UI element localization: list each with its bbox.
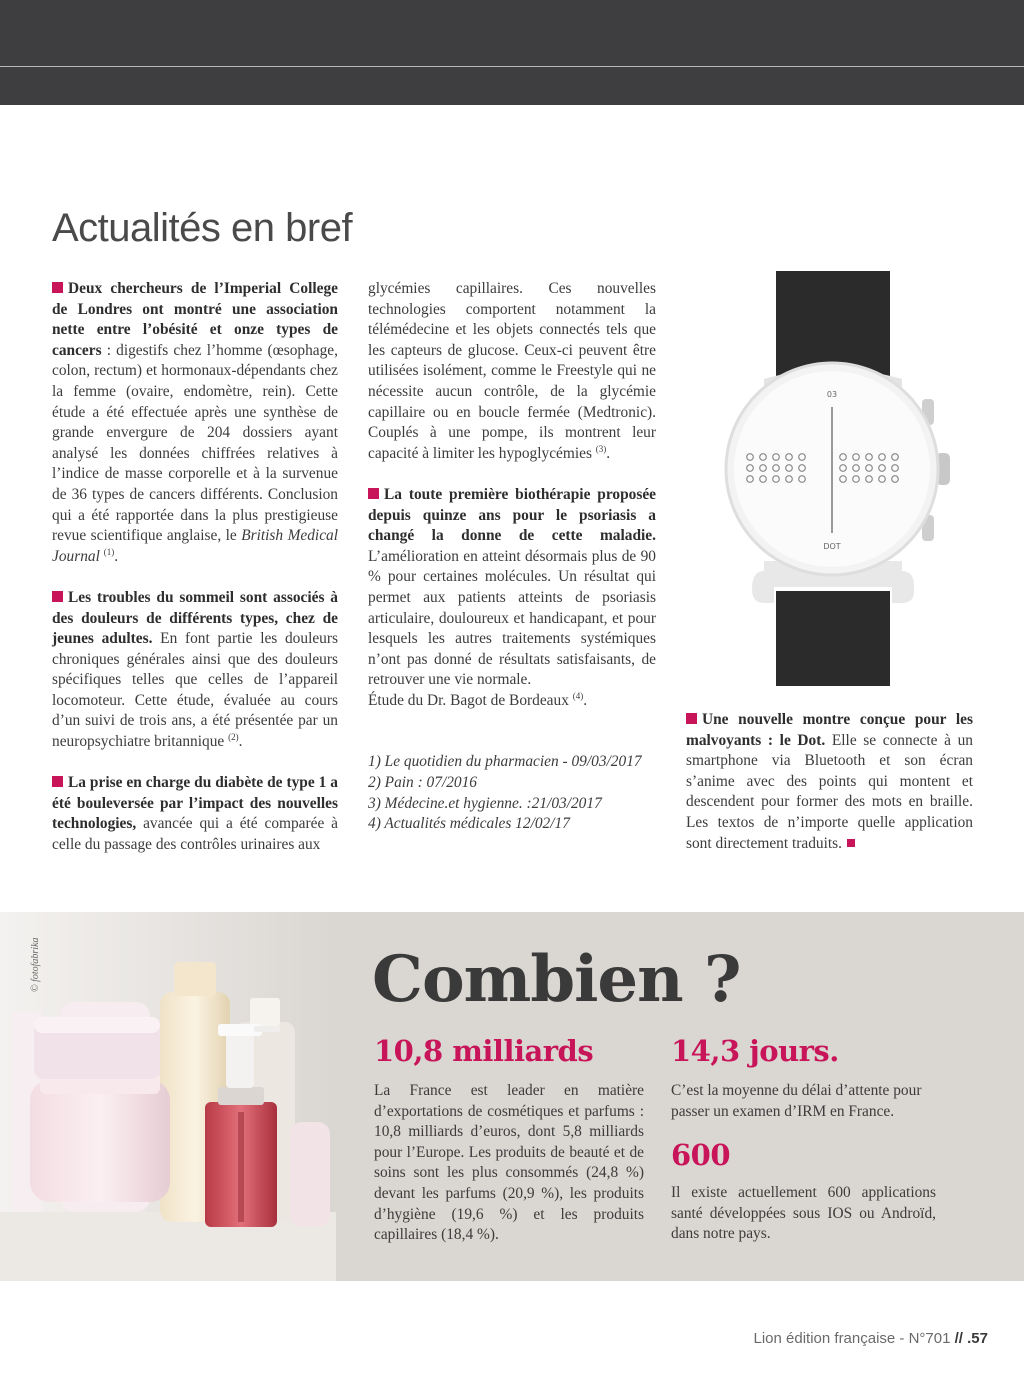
watch-brand: DOT (823, 542, 841, 551)
article-lead: Les troubles du sommeil sont associés à des douleurs de différents types, chez de jeunes adultes. (52, 588, 338, 648)
footnote-ref: (3) (595, 443, 607, 454)
article-dot-watch (686, 710, 973, 854)
stat-value-exports: 10,8 milliards (374, 1034, 594, 1068)
watch-number: 03 (826, 390, 838, 399)
article-psoriasis (368, 485, 656, 691)
dot-watch-image (714, 271, 974, 690)
article-body: avancée qui a été comparée à celle du passage des contrôles urinaires aux (52, 815, 338, 854)
article-body: Elle se connecte à un smartphone via Bluetooth et son écran s’anime avec des points qui montent et descendent pour former des mots en braille. Les textos de n’importe quelle application sont directement traduits. (686, 731, 973, 852)
cosmetics-photo (0, 912, 336, 1281)
reference-item: 2) Pain : 07/2016 (368, 774, 478, 792)
bullet-icon (52, 776, 63, 787)
journal-name: British Medical Journal (52, 527, 338, 565)
watch-illustration (714, 271, 974, 690)
bullet-icon (686, 713, 697, 724)
column-3 (686, 710, 973, 854)
column-2 (368, 279, 656, 835)
bullet-icon (52, 282, 63, 293)
footnote-ref: (2) (228, 732, 239, 743)
footnote-ref: (4) (572, 690, 584, 701)
reference-item: 1) Le quotidien du pharmacien - 09/03/2017 (368, 753, 642, 771)
stat-value-apps: 600 (671, 1138, 731, 1172)
study-author: Étude du Dr. Bagot de Bordeaux (368, 691, 569, 709)
section-title: Actualités en bref (52, 206, 353, 250)
end-mark-icon (847, 839, 855, 847)
stat-text-irm: C’est la moyenne du délai d’attente pour passer un examen d’IRM en France. (671, 1082, 922, 1120)
column-1 (52, 279, 338, 876)
article-lead: La prise en charge du diabète de type 1 a été bouleversée par l’impact des nouvelles technologies, (52, 774, 338, 833)
page-number: .57 (967, 1330, 988, 1347)
footer-separator: // (954, 1330, 963, 1347)
article-body: En font partie les douleurs chroniques générales ainsi que des douleurs spécifiques telles que celles de l’appareil locomoteur. Cette étude, évaluée au cours d’un suivi de trois ans, a été présentée par un neuropsychiatre britannique (52, 630, 338, 751)
article-diabetes-continued: glycémies capillaires. Ces nouvelles technologies comportent notamment la télémédecine et les objets connectés tels que les capteurs de glucose. Ceux-ci peuvent être utilisées isolément, comme le Freestyle qui ne nécessite aucun contrôle, de la glycémie capillaire ou en boucle fermée (Medtronic). Couplés à une pompe, ils montrent leur capacité à limiter les hypoglycémies $^{(3)}$. (368, 280, 656, 462)
photo-credit: © fotofabrika (30, 937, 41, 992)
bullet-icon (368, 488, 379, 499)
article-obesity: Deux chercheurs de l’Imperial College de Londres ont montré une association nette entre l’obésité et onze types de cancers : digestifs chez l’homme (œsophage, colon, rectum) et hormonaux-dépendants chez la femme (ovaire, endomètre, rein). Cette étude a été effectuée après une synthèse de grande envergure de 204 dossiers ayant analysé les données chiffrées relatives à l’indice de masse corporelle et à la survenue de 36 types de cancers différents. Conclusion qui a été rapportée dans la plus prestigieuse revue scientifique anglaise, le British Medical Journal $^{(1)}$. (52, 280, 338, 565)
reference-item: 3) Médecine.et hygienne. :21/03/2017 (368, 794, 602, 812)
stat-text-apps: Il existe actuellement 600 applications santé développées sous IOS ou Androïd, dans notre pays. (671, 1184, 936, 1243)
stat-text-exports: La France est leader en matière d’exportations de cosmétiques et parfums : 10,8 milliards d’euros, dont 5,8 milliards pour l’Europe. Les produits de beauté et de soins sont les plus consommés (24,8 %) devant les parfums (20,9 %), les produits d’hygiène (19,6 %) et les produits capillaires (18,4 %). (374, 1082, 644, 1244)
header-rule (0, 66, 1024, 67)
page-footer (754, 1330, 989, 1347)
study-credit: Étude du Dr. Bagot de Bordeaux $^{(4)}$. (368, 690, 588, 709)
references-list (368, 752, 656, 834)
watch-strap-bottom (776, 591, 890, 686)
reference-item: 4) Actualités médicales 12/02/17 (368, 815, 570, 833)
article-lead: La toute première biothérapie proposée depuis quinze ans pour le psoriasis a changé la donne de cette maladie. (368, 485, 656, 545)
article-sleep: Les troubles du sommeil sont associés à des douleurs de différents types, chez de jeunes adultes. En font partie les douleurs chroniques générales ainsi que des douleurs spécifiques telles que celles de l’appareil locomoteur. Cette étude, évaluée au cours d’un suivi de trois ans, a été présentée par un neuropsychiatre britannique $^{(2)}$. (52, 588, 338, 751)
article-diabetes (52, 773, 338, 855)
header-band (0, 0, 1024, 105)
article-body: glycémies capillaires. Ces nouvelles technologies comportent notamment la télémédecine et les objets connectés tels que les capteurs de glucose. Ceux-ci peuvent être utilisées isolément, comme le Freestyle qui ne nécessite aucun contrôle, de la glycémie capillaire ou en boucle fermée (Medtronic). Couplés à une pompe, ils montrent leur capacité à limiter les hypoglycémies (368, 280, 656, 462)
article-lead: Une nouvelle montre conçue pour les malvoyants : le Dot. (686, 711, 973, 749)
footnote-ref: (1) (103, 546, 115, 557)
article-body: L’amélioration en atteint désormais plus de 90 % pour certaines molécules. Un résultat qui permet aux patients atteints de psoriasis articulaire, douloureux et handicapant, et pour lesquels les autres traitements systémiques n’ont pas donné de résultats satisfaisants, de retrouver une vie normale. (368, 547, 656, 689)
stat-value-irm: 14,3 jours. (671, 1034, 839, 1068)
publication-name: Lion édition française - N°701 (753, 1330, 951, 1347)
article-lead: Deux chercheurs de l’Imperial College de Londres ont montré une association nette entre l’obésité et onze types de cancers (52, 280, 338, 359)
bullet-icon (52, 591, 63, 602)
combien-title: Combien ? (372, 942, 741, 1017)
article-body: : digestifs chez l’homme (œsophage, colon, rectum) et hormonaux-dépendants chez la femme (ovaire, endomètre, rein). Cette étude a été effectuée après une synthèse de grande envergure de 204 dossiers ayant analysé les données chiffrées relatives à l’indice de masse corporelle et à la survenue de 36 types de cancers différents. Conclusion qui a été rapportée dans la plus prestigieuse revue scientifique anglaise, le (52, 341, 338, 545)
